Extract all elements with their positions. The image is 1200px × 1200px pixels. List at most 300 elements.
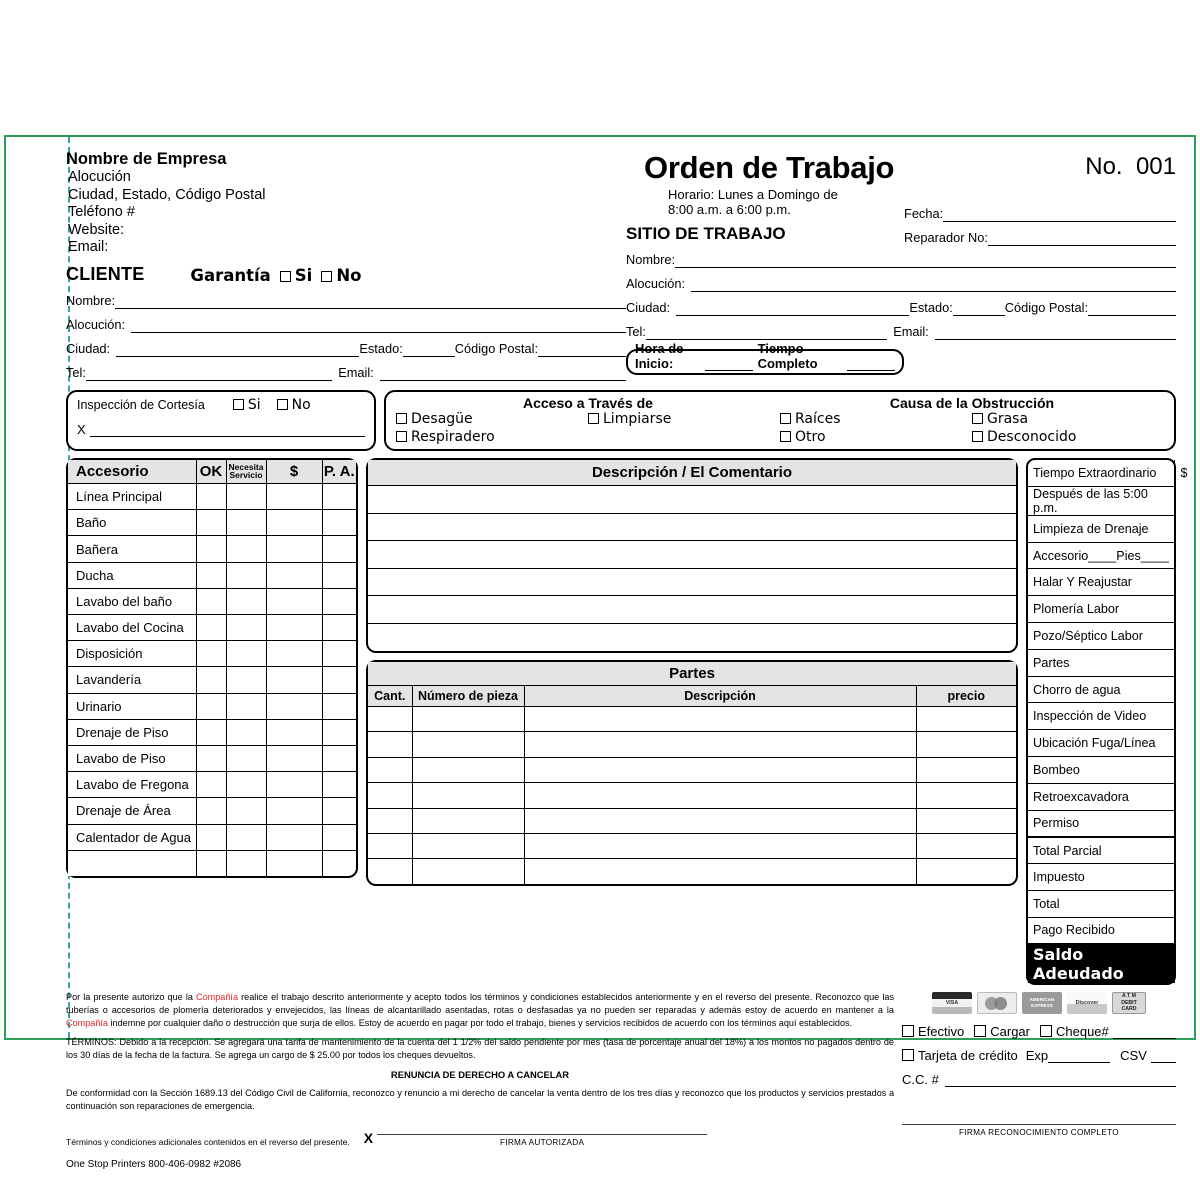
fixture-ok-cell[interactable] xyxy=(196,588,226,614)
charge-label-cell: Tiempo Extraordinario xyxy=(1028,460,1174,487)
fixtures-header-row xyxy=(68,460,356,484)
fixture-ok-cell[interactable] xyxy=(196,824,226,850)
part-description-cell[interactable] xyxy=(524,859,916,884)
table-row xyxy=(68,719,356,745)
part-price-cell[interactable] xyxy=(916,707,1016,732)
payment-check-label: Cheque# xyxy=(1056,1024,1109,1040)
fixture-pa-cell[interactable] xyxy=(322,641,356,667)
checkbox-icon[interactable] xyxy=(396,413,407,424)
charge-label-cell: Halar Y Reajustar xyxy=(1028,569,1174,596)
client-zip-input[interactable] xyxy=(538,344,626,357)
fixture-pa-cell[interactable] xyxy=(322,510,356,536)
legal-p1-a: Por la presente autorizo que la xyxy=(66,992,197,1003)
table-row xyxy=(68,536,356,562)
fixture-pa-cell[interactable] xyxy=(322,745,356,771)
job-site-heading: SITIO DE TRABAJO xyxy=(626,223,786,243)
fixture-needs-service-cell[interactable] xyxy=(226,641,266,667)
site-state-input[interactable] xyxy=(953,303,1005,316)
checkbox-icon[interactable] xyxy=(396,431,407,442)
fixture-needs-service-cell[interactable] xyxy=(226,824,266,850)
part-number-cell[interactable] xyxy=(412,783,524,808)
center-column xyxy=(366,458,1018,887)
fixtures-col-needs-service xyxy=(226,460,266,484)
charge-label-cell: Permiso xyxy=(1028,810,1174,837)
parts-col-qty: Cant. xyxy=(368,686,412,707)
part-description-cell[interactable] xyxy=(524,808,916,833)
client-state-input[interactable] xyxy=(403,344,455,357)
obstruction-heading: Causa de la Obstrucción xyxy=(889,395,1055,412)
parts-title: Partes xyxy=(368,662,1016,686)
payment-option-cash[interactable] xyxy=(902,1024,964,1039)
part-number-cell[interactable] xyxy=(412,859,524,884)
fixture-price-cell[interactable] xyxy=(266,510,322,536)
fixture-price-cell[interactable] xyxy=(266,719,322,745)
fixture-needs-service-cell[interactable] xyxy=(226,562,266,588)
site-tel-input[interactable] xyxy=(646,327,887,340)
part-description-cell[interactable] xyxy=(524,783,916,808)
obstruction-option-raices[interactable] xyxy=(780,411,972,428)
parts-table-wrap xyxy=(366,660,1018,887)
accepted-cards xyxy=(902,991,1176,1015)
fixture-needs-service-cell[interactable] xyxy=(226,536,266,562)
checkbox-icon[interactable] xyxy=(972,431,983,442)
fixture-price-cell[interactable] xyxy=(266,562,322,588)
part-description-cell[interactable] xyxy=(524,707,916,732)
payment-cash-label: Efectivo xyxy=(918,1024,965,1040)
client-zip-label: Código Postal: xyxy=(454,341,538,357)
company-word-2: Compañía xyxy=(66,1017,108,1028)
form-footer xyxy=(66,991,1176,1173)
table-row xyxy=(68,510,356,536)
fixture-price-cell[interactable] xyxy=(266,615,322,641)
signature-line[interactable] xyxy=(377,1123,707,1135)
table-row xyxy=(68,615,356,641)
fixture-name-cell: Bañera xyxy=(68,536,196,562)
site-email-input[interactable] xyxy=(935,327,1176,340)
fixture-ok-cell[interactable] xyxy=(196,693,226,719)
site-name-row xyxy=(626,251,1176,268)
checkbox-icon[interactable] xyxy=(321,271,332,282)
mastercard-card-icon xyxy=(977,992,1017,1014)
charges-body xyxy=(1028,460,1174,984)
discover-card-icon: Discover xyxy=(1067,992,1107,1014)
charge-row xyxy=(1028,596,1174,623)
charge-row xyxy=(1028,891,1174,918)
part-number-cell[interactable] xyxy=(412,707,524,732)
checkbox-icon[interactable] xyxy=(780,431,791,442)
fixture-needs-service-cell[interactable] xyxy=(226,615,266,641)
description-header-row xyxy=(368,460,1016,486)
page-title: Orden de Trabajo xyxy=(644,150,895,185)
date-input[interactable] xyxy=(943,209,1176,222)
client-city-input[interactable] xyxy=(116,344,359,357)
charge-row xyxy=(1028,917,1174,944)
authorized-signature-row xyxy=(66,1123,894,1149)
checkbox-icon[interactable] xyxy=(277,399,288,410)
payment-section xyxy=(894,991,1176,1173)
table-row xyxy=(68,798,356,824)
description-cell[interactable] xyxy=(368,568,1016,596)
table-row xyxy=(368,834,1016,859)
client-heading: CLIENTE xyxy=(66,264,145,285)
cc-number-input[interactable] xyxy=(945,1074,1176,1087)
fixture-pa-cell[interactable] xyxy=(322,615,356,641)
exp-label: Exp xyxy=(1025,1048,1049,1064)
company-city-state-zip: Ciudad, Estado, Código Postal xyxy=(68,186,266,203)
charge-row xyxy=(1028,703,1174,730)
obstruction-column xyxy=(780,395,1164,445)
payment-option-credit-card[interactable] xyxy=(902,1048,1018,1063)
fixture-price-cell[interactable] xyxy=(266,484,322,510)
fixture-needs-service-cell[interactable] xyxy=(226,510,266,536)
additional-terms-note: Términos y condiciones adicionales contenidos en el reverso del presente. xyxy=(66,1137,350,1148)
fixture-needs-service-cell[interactable] xyxy=(226,772,266,798)
checkbox-icon[interactable] xyxy=(972,413,983,424)
exp-input[interactable] xyxy=(1048,1050,1110,1063)
access-option-limpiarse[interactable] xyxy=(588,411,780,428)
description-title: Descripción / El Comentario xyxy=(368,460,1016,486)
fixture-pa-cell[interactable] xyxy=(322,824,356,850)
part-description-cell[interactable] xyxy=(524,732,916,757)
inspection-yes-option[interactable] xyxy=(233,397,261,413)
access-obstruction-columns xyxy=(396,395,1164,445)
description-cell[interactable] xyxy=(368,513,1016,541)
fixture-ok-cell[interactable] xyxy=(196,772,226,798)
inspection-signature-row xyxy=(77,422,365,437)
description-cell[interactable] xyxy=(368,623,1016,651)
order-meta-fields xyxy=(904,198,1176,246)
site-address-input[interactable] xyxy=(691,279,1176,292)
fixture-pa-cell[interactable] xyxy=(322,588,356,614)
fixture-pa-cell[interactable] xyxy=(322,667,356,693)
description-cell[interactable] xyxy=(368,486,1016,514)
table-row xyxy=(68,824,356,850)
client-city-row xyxy=(66,340,626,357)
checkbox-icon[interactable] xyxy=(974,1025,986,1037)
fixture-ok-cell[interactable] xyxy=(196,798,226,824)
legal-terms xyxy=(66,991,894,1173)
part-number-cell[interactable] xyxy=(412,732,524,757)
access-options xyxy=(396,411,780,445)
charge-row xyxy=(1028,649,1174,676)
fixture-ok-cell[interactable] xyxy=(196,536,226,562)
part-price-cell[interactable] xyxy=(916,859,1016,884)
site-city-row xyxy=(626,299,1176,316)
fixture-ok-cell[interactable] xyxy=(196,745,226,771)
csv-input[interactable] xyxy=(1151,1050,1176,1063)
fixture-name-cell: Lavabo del Cocina xyxy=(68,615,196,641)
order-number-label: No. xyxy=(1085,153,1123,180)
part-qty-cell[interactable] xyxy=(368,732,412,757)
table-row xyxy=(368,783,1016,808)
client-email-input[interactable] xyxy=(380,368,626,381)
acknowledgement-signature-line[interactable] xyxy=(902,1113,1176,1125)
fixture-name-cell: Urinario xyxy=(68,693,196,719)
access-option-label: Desagüe xyxy=(411,411,473,428)
table-row xyxy=(368,732,1016,757)
client-name-row xyxy=(66,292,626,309)
company-name: Nombre de Empresa xyxy=(66,150,227,168)
charge-row xyxy=(1028,623,1174,650)
fixtures-col-pa: P. A. xyxy=(322,460,356,484)
repairman-input[interactable] xyxy=(988,233,1176,246)
site-name-label: Nombre: xyxy=(626,251,676,267)
company-word-1: Compañía xyxy=(196,992,239,1003)
inspection-no-option[interactable] xyxy=(277,397,311,413)
client-tel-input[interactable] xyxy=(86,368,332,381)
atm-line3: CARD xyxy=(1121,1006,1137,1013)
fixture-ok-cell[interactable] xyxy=(196,562,226,588)
fixture-needs-service-cell[interactable] xyxy=(226,850,266,876)
fixture-ok-cell[interactable] xyxy=(196,719,226,745)
part-price-cell[interactable] xyxy=(916,732,1016,757)
checkbox-icon[interactable] xyxy=(280,271,291,282)
complete-time-input[interactable] xyxy=(847,358,895,371)
parts-table xyxy=(368,662,1016,885)
checkbox-icon[interactable] xyxy=(588,413,599,424)
site-email-label: Email: xyxy=(893,323,929,339)
charge-label-cell: Impuesto xyxy=(1028,864,1174,891)
fixture-price-cell[interactable] xyxy=(266,693,322,719)
client-state-label: Estado: xyxy=(359,341,403,357)
site-name-input[interactable] xyxy=(675,255,1176,268)
payment-option-charge[interactable] xyxy=(974,1024,1030,1039)
fixture-pa-cell[interactable] xyxy=(322,562,356,588)
form-content xyxy=(66,150,1176,1173)
obstruction-option-desconocido[interactable] xyxy=(972,429,1164,446)
part-price-cell[interactable] xyxy=(916,808,1016,833)
table-row xyxy=(68,850,356,876)
fixture-price-cell[interactable] xyxy=(266,588,322,614)
atm-line1: A T M xyxy=(1122,993,1136,1000)
part-number-cell[interactable] xyxy=(412,834,524,859)
description-cell[interactable] xyxy=(368,596,1016,624)
parts-col-partnum: Número de pieza xyxy=(412,686,524,707)
charge-label-cell: Accesorio____Pies____ xyxy=(1028,542,1174,569)
part-qty-cell[interactable] xyxy=(368,757,412,782)
part-number-cell[interactable] xyxy=(412,757,524,782)
fixture-price-cell[interactable] xyxy=(266,824,322,850)
legal-p1-b: realice el trabajo descrito anteriormente y acepto todos los términos y condiciones establecidos anteriormente y en el reverso del presente. Reconozco que las tuberías o accesorios de plomería deteriorados y envejecidos, las líneas de alcantarillado asentadas, rotas o desfasadas ya no pueden ser reparadas y además estoy de acuerdo en mantener a la xyxy=(66,992,894,1016)
table-row xyxy=(368,859,1016,884)
credit-card-number-row xyxy=(902,1072,1176,1087)
fixture-needs-service-cell[interactable] xyxy=(226,745,266,771)
fixture-name-cell: Lavandería xyxy=(68,667,196,693)
part-qty-cell[interactable] xyxy=(368,859,412,884)
acknowledgement-signature-field[interactable] xyxy=(902,1113,1176,1137)
part-description-cell[interactable] xyxy=(524,834,916,859)
warranty-no-option[interactable] xyxy=(321,266,361,285)
printer-credit: One Stop Printers 800-406-0982 #2086 xyxy=(66,1159,242,1171)
payment-option-check[interactable] xyxy=(1040,1024,1109,1039)
access-option-desague[interactable] xyxy=(396,411,588,428)
charge-label-cell: Después de las 5:00 p.m. xyxy=(1028,486,1174,515)
site-zip-input[interactable] xyxy=(1088,303,1176,316)
obstruction-option-grasa[interactable] xyxy=(972,411,1164,428)
fixture-price-cell[interactable] xyxy=(266,798,322,824)
table-row xyxy=(68,667,356,693)
table-row xyxy=(68,562,356,588)
obstruction-option-label: Grasa xyxy=(987,411,1029,428)
business-hours-line1: Horario: Lunes a Domingo de xyxy=(668,187,838,202)
client-address-input[interactable] xyxy=(131,320,626,333)
part-price-cell[interactable] xyxy=(916,834,1016,859)
fixture-ok-cell[interactable] xyxy=(196,510,226,536)
checkbox-icon[interactable] xyxy=(902,1025,914,1037)
part-qty-cell[interactable] xyxy=(368,808,412,833)
payment-credit-card-label: Tarjeta de crédito xyxy=(918,1048,1018,1064)
payment-charge-label: Cargar xyxy=(990,1024,1030,1040)
charge-row xyxy=(1028,676,1174,703)
authorized-signature-field[interactable] xyxy=(377,1123,707,1149)
fixture-needs-service-cell[interactable] xyxy=(226,667,266,693)
form-header xyxy=(66,150,1176,381)
repairman-label: Reparador No: xyxy=(904,230,988,245)
balance-due-label: Saldo Adeudado xyxy=(1028,944,1174,983)
description-table xyxy=(368,460,1016,651)
start-time-input[interactable] xyxy=(705,358,753,371)
inspection-signature-input[interactable] xyxy=(90,424,365,437)
fixture-price-cell[interactable] xyxy=(266,536,322,562)
fixture-needs-service-cell[interactable] xyxy=(226,588,266,614)
visa-card-icon: VISA xyxy=(932,992,972,1014)
table-row xyxy=(68,641,356,667)
part-number-cell[interactable] xyxy=(412,808,524,833)
checkbox-icon[interactable] xyxy=(780,413,791,424)
fixture-price-cell[interactable] xyxy=(266,745,322,771)
checkbox-icon[interactable] xyxy=(902,1049,914,1061)
warranty-label: Garantía xyxy=(190,266,271,286)
fixture-ok-cell[interactable] xyxy=(196,850,226,876)
charge-row xyxy=(1028,486,1174,515)
signature-x-mark: X xyxy=(363,1129,374,1146)
fixture-ok-cell[interactable] xyxy=(196,484,226,510)
acknowledgement-caption: FIRMA RECONOCIMIENTO COMPLETO xyxy=(959,1128,1119,1138)
obstruction-option-label: Otro xyxy=(795,428,826,445)
fixture-name-cell: Calentador de Agua xyxy=(68,824,196,850)
charge-label-cell: Bombeo xyxy=(1028,757,1174,784)
table-row xyxy=(368,513,1016,541)
warranty-yes-label: Si xyxy=(294,266,313,286)
part-description-cell[interactable] xyxy=(524,757,916,782)
fixtures-col-price: $ xyxy=(266,460,322,484)
site-tel-label: Tel: xyxy=(626,323,646,339)
payment-method-row-1 xyxy=(902,1024,1176,1039)
fixture-pa-cell[interactable] xyxy=(322,536,356,562)
charge-label-cell: Retroexcavadora xyxy=(1028,783,1174,810)
part-price-cell[interactable] xyxy=(916,757,1016,782)
fixture-price-cell[interactable] xyxy=(266,641,322,667)
part-qty-cell[interactable] xyxy=(368,707,412,732)
table-row xyxy=(368,623,1016,651)
fixture-needs-service-cell[interactable] xyxy=(226,719,266,745)
access-option-respiradero[interactable] xyxy=(396,429,588,446)
parts-header-row xyxy=(368,686,1016,707)
charge-label-cell: Chorro de agua xyxy=(1028,676,1174,703)
fixture-name-cell: Disposición xyxy=(68,641,196,667)
signature-caption: FIRMA AUTORIZADA xyxy=(499,1137,585,1147)
fixture-pa-cell[interactable] xyxy=(322,484,356,510)
table-row xyxy=(68,588,356,614)
table-row xyxy=(368,596,1016,624)
fixture-needs-service-cell[interactable] xyxy=(226,693,266,719)
inspection-x-mark: X xyxy=(77,422,86,438)
order-number-value: 001 xyxy=(1135,153,1176,180)
charge-label-cell: Inspección de Video xyxy=(1028,703,1174,730)
fixture-ok-cell[interactable] xyxy=(196,641,226,667)
csv-label: CSV xyxy=(1120,1048,1147,1064)
fixture-pa-cell[interactable] xyxy=(322,772,356,798)
obstruction-option-otro[interactable] xyxy=(780,429,972,446)
fixture-price-cell[interactable] xyxy=(266,772,322,798)
client-email-label: Email: xyxy=(338,365,374,381)
obstruction-options xyxy=(780,411,1164,445)
part-qty-cell[interactable] xyxy=(368,783,412,808)
fixture-name-cell: Drenaje de Área xyxy=(68,798,196,824)
fixture-ok-cell[interactable] xyxy=(196,667,226,693)
charge-row xyxy=(1028,515,1174,542)
table-row xyxy=(368,808,1016,833)
parts-body xyxy=(368,707,1016,885)
fixture-needs-service-cell[interactable] xyxy=(226,798,266,824)
balance-due-row xyxy=(1028,944,1174,983)
access-column xyxy=(396,395,780,445)
fixture-name-cell xyxy=(68,850,196,876)
header-right-order xyxy=(626,150,1176,381)
fixture-price-cell[interactable] xyxy=(266,850,322,876)
legal-paragraph-2: TÉRMINOS: Debido a la recepción. Se agregará una tarifa de mantenimiento de la cuenta del 1 1/2% del saldo pendiente por mes (tasa de porcentaje anual del 18%) a los montos no pagados dentro de los 30 días de la fecha de la factura. Se agrega un cargo de $ 25.00 por todos los cheques devueltos. xyxy=(66,1036,894,1060)
table-row xyxy=(368,757,1016,782)
fixture-price-cell[interactable] xyxy=(266,667,322,693)
charge-row xyxy=(1028,837,1174,864)
fixture-needs-service-cell[interactable] xyxy=(226,484,266,510)
courtesy-inspection-label: Inspección de Cortesía xyxy=(77,398,205,413)
start-time-box xyxy=(626,340,904,375)
courtesy-inspection-top xyxy=(77,397,365,413)
access-option-label: Limpiarse xyxy=(603,411,672,428)
charge-row xyxy=(1028,460,1174,487)
fixture-ok-cell[interactable] xyxy=(196,615,226,641)
charge-label-cell: Plomería Labor xyxy=(1028,596,1174,623)
warranty-yes-option[interactable] xyxy=(280,266,313,285)
checkbox-icon[interactable] xyxy=(233,399,244,410)
site-city-input[interactable] xyxy=(676,303,909,316)
part-qty-cell[interactable] xyxy=(368,834,412,859)
charge-label-cell: Pago Recibido xyxy=(1028,917,1174,944)
fixtures-body xyxy=(68,484,356,877)
charges-table xyxy=(1028,460,1174,984)
fixture-name-cell: Drenaje de Piso xyxy=(68,719,196,745)
needs-service-line1: Necesita xyxy=(228,461,264,472)
fixture-pa-cell[interactable] xyxy=(322,850,356,876)
check-number-input[interactable] xyxy=(1113,1026,1176,1039)
charge-row xyxy=(1028,730,1174,757)
amex-card-icon xyxy=(1022,992,1062,1014)
part-price-cell[interactable] xyxy=(916,783,1016,808)
fixture-pa-cell[interactable] xyxy=(322,798,356,824)
checkbox-icon[interactable] xyxy=(1040,1025,1052,1037)
legal-paragraph-1 xyxy=(66,991,894,1030)
site-city-label: Ciudad: xyxy=(626,299,671,315)
description-cell[interactable] xyxy=(368,541,1016,569)
table-row xyxy=(368,541,1016,569)
table-row xyxy=(68,693,356,719)
fixture-pa-cell[interactable] xyxy=(322,719,356,745)
site-zip-label: Código Postal: xyxy=(1004,299,1088,315)
client-name-input[interactable] xyxy=(115,296,626,309)
fixture-pa-cell[interactable] xyxy=(322,693,356,719)
client-city-label: Ciudad: xyxy=(66,341,111,357)
